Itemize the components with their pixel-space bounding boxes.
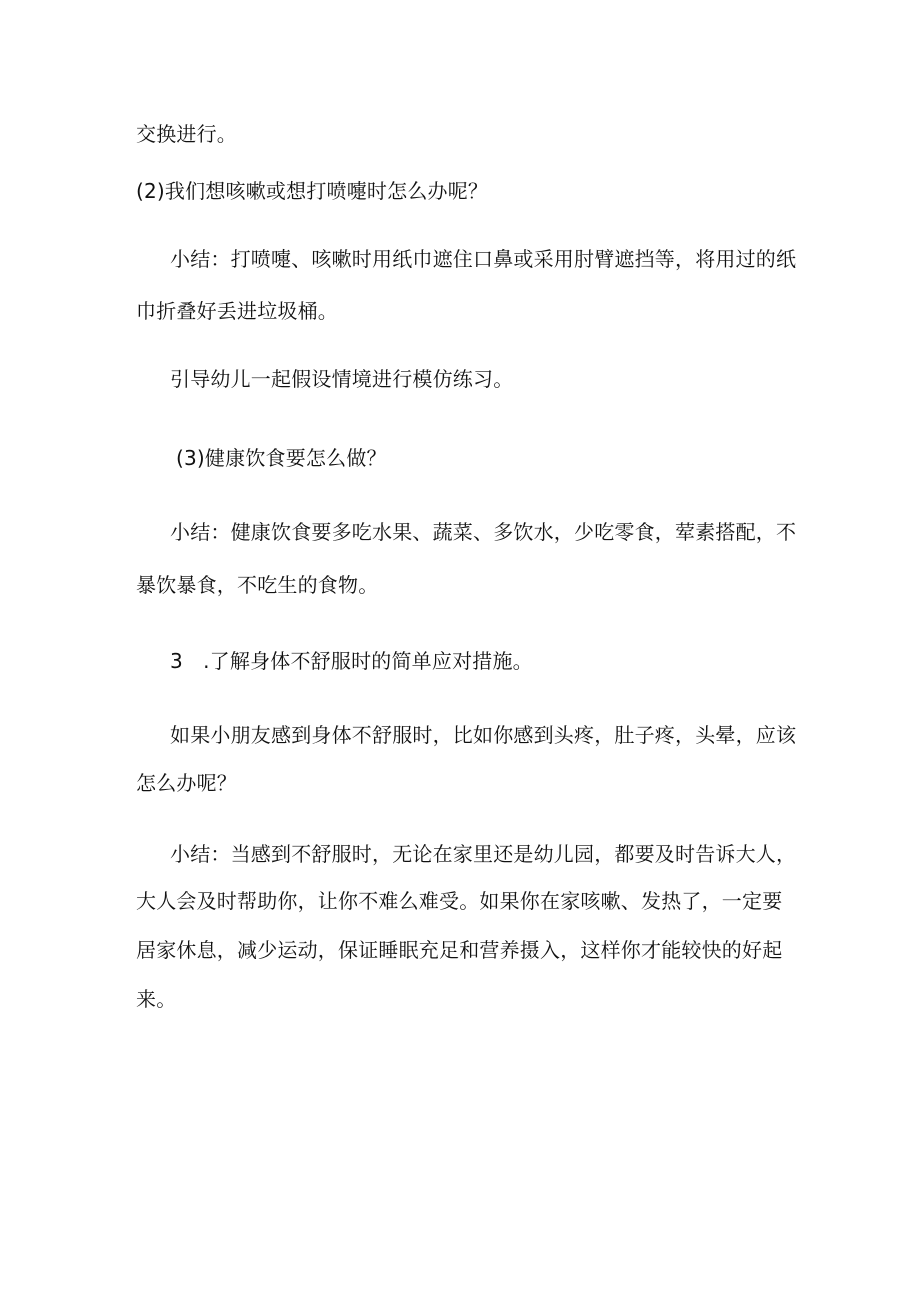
section-heading: 3 .了解身体不舒服时的简单应对措施。 bbox=[170, 649, 533, 673]
summary-line: 来。 bbox=[136, 987, 177, 1011]
summary-line: 大人会及时帮助你，让你不难么难受。如果你在家咳嗽、发热了，一定要 bbox=[136, 889, 783, 913]
summary-line: 小结：健康饮食要多吃水果、蔬菜、多饮水，少吃零食，荤素搭配，不 bbox=[170, 520, 797, 544]
text-line: 引导幼儿一起假设情境进行模仿练习。 bbox=[170, 367, 514, 391]
summary-line: 暴饮暴食，不吃生的食物。 bbox=[136, 573, 379, 597]
summary-line: 小结：当感到不舒服时，无论在家里还是幼儿园，都要及时告诉大人， bbox=[170, 842, 797, 866]
summary-line: 小结：打喷嚏、咳嗽时用纸巾遮住口鼻或采用肘臂遮挡等，将用过的纸 bbox=[170, 247, 797, 271]
question-heading: (2)我们想咳嗽或想打喷嚏时怎么办呢？ bbox=[136, 179, 489, 203]
summary-line: 巾折叠好丢进垃圾桶。 bbox=[136, 299, 338, 323]
question-heading: (3)健康饮食要怎么做？ bbox=[176, 446, 387, 470]
text-line: 交换进行。 bbox=[136, 122, 237, 146]
text-line: 怎么办呢？ bbox=[136, 771, 237, 795]
text-line: 如果小朋友感到身体不舒服时，比如你感到头疼，肚子疼，头晕，应该 bbox=[170, 723, 797, 747]
summary-line: 居家休息，减少运动，保证睡眠充足和营养摄入，这样你才能较快的好起 bbox=[136, 938, 783, 962]
